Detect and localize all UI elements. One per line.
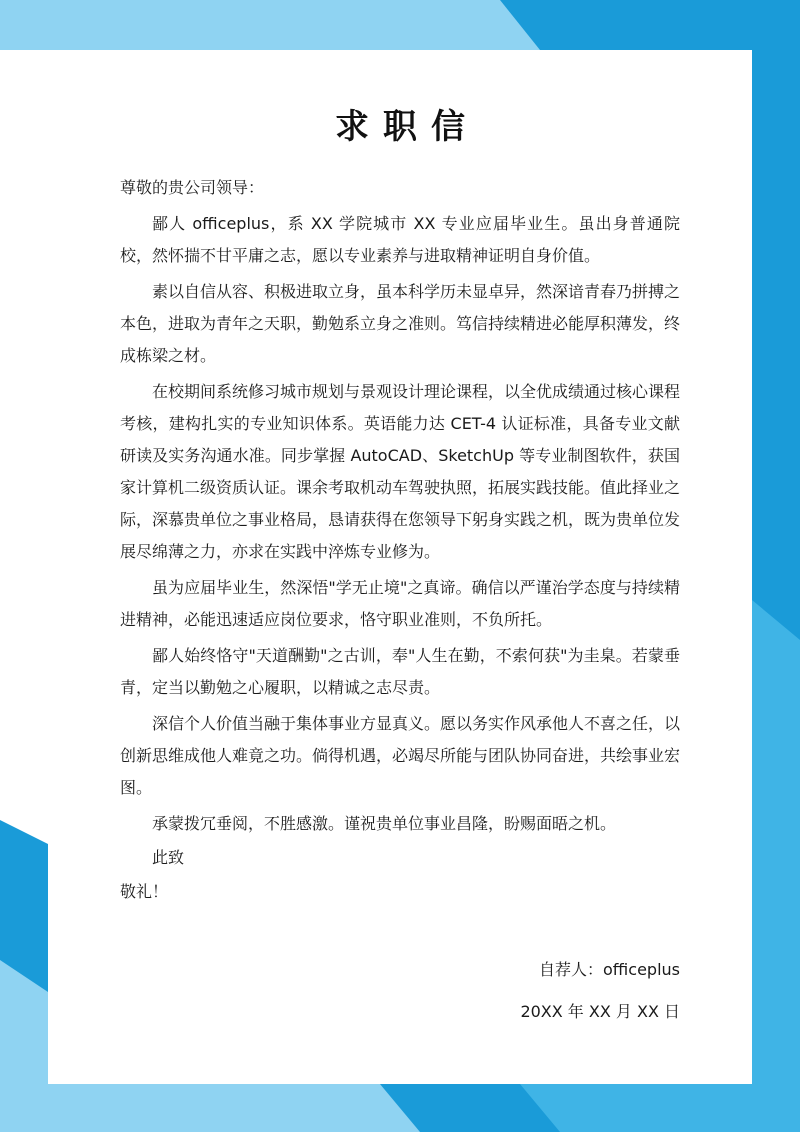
- signature: 自荐人：officeplus: [539, 960, 680, 979]
- right-mid-accent: [752, 600, 800, 1132]
- bottom-right-accent: [520, 1084, 800, 1132]
- paragraph-teamwork: 深信个人价值当融于集体事业方显真义。愿以务实作风承他人不喜之任，以创新思维成他人难竟之功。倘得机遇，必竭尽所能与团队协同奋进，共绘事业宏图。: [120, 714, 681, 797]
- cover-letter: [120, 100, 680, 1028]
- signature-block: [120, 954, 680, 1028]
- closing: 此致: [152, 848, 185, 867]
- paragraph-diligence: 鄙人始终恪守"天道酬勤"之古训，奉"人生在勤，不索何获"为圭臬。若蒙垂青，定当以勤勉之心履职，以精诚之志尽责。: [120, 646, 680, 697]
- paragraph-intro: 鄙人 officeplus，系 XX 学院城市 XX 专业应届毕业生。虽出身普通院校，然怀揣不甘平庸之志，愿以专业素养与进取精神证明自身价值。: [120, 214, 680, 265]
- salutation: 尊敬的贵公司领导：: [120, 178, 265, 197]
- top-light-band: [0, 0, 560, 50]
- regards: 敬礼！: [120, 882, 169, 901]
- paragraph-thanks: 承蒙拨冗垂阅，不胜感激。谨祝贵单位事业昌隆，盼赐面晤之机。: [152, 814, 617, 833]
- paragraph-education-skills: 在校期间系统修习城市规划与景观设计理论课程，以全优成绩通过核心课程考核，建构扎实的专业知识体系。英语能力达 CET-4 认证标准，具备专业文献研读及实务沟通水准。同步掌握 AutoCAD、SketchUp 等专业制图软件，获国家计算机二级资质认证。课余考取机动车驾驶执照，拓展实践技能。值此择业之际，深慕贵单位之事业格局，恳请获得在您领导下躬身实践之机，既为贵单位发展尽绵薄之力，亦求在实践中淬炼专业修为。: [120, 382, 681, 561]
- date: 20XX 年 XX 月 XX 日: [520, 1002, 680, 1021]
- paragraph-character: 素以自信从容、积极进取立身，虽本科学历未显卓异，然深谙青春乃拼搏之本色，进取为青年之天职，勤勉系立身之准则。笃信持续精进必能厚积薄发，终成栋梁之材。: [120, 282, 681, 365]
- paragraph-learning-attitude: 虽为应届毕业生，然深悟"学无止境"之真谛。确信以严谨治学态度与持续精进精神，必能迅速适应岗位要求，恪守职业准则，不负所托。: [120, 578, 680, 629]
- letter-title: 求职信: [335, 107, 479, 147]
